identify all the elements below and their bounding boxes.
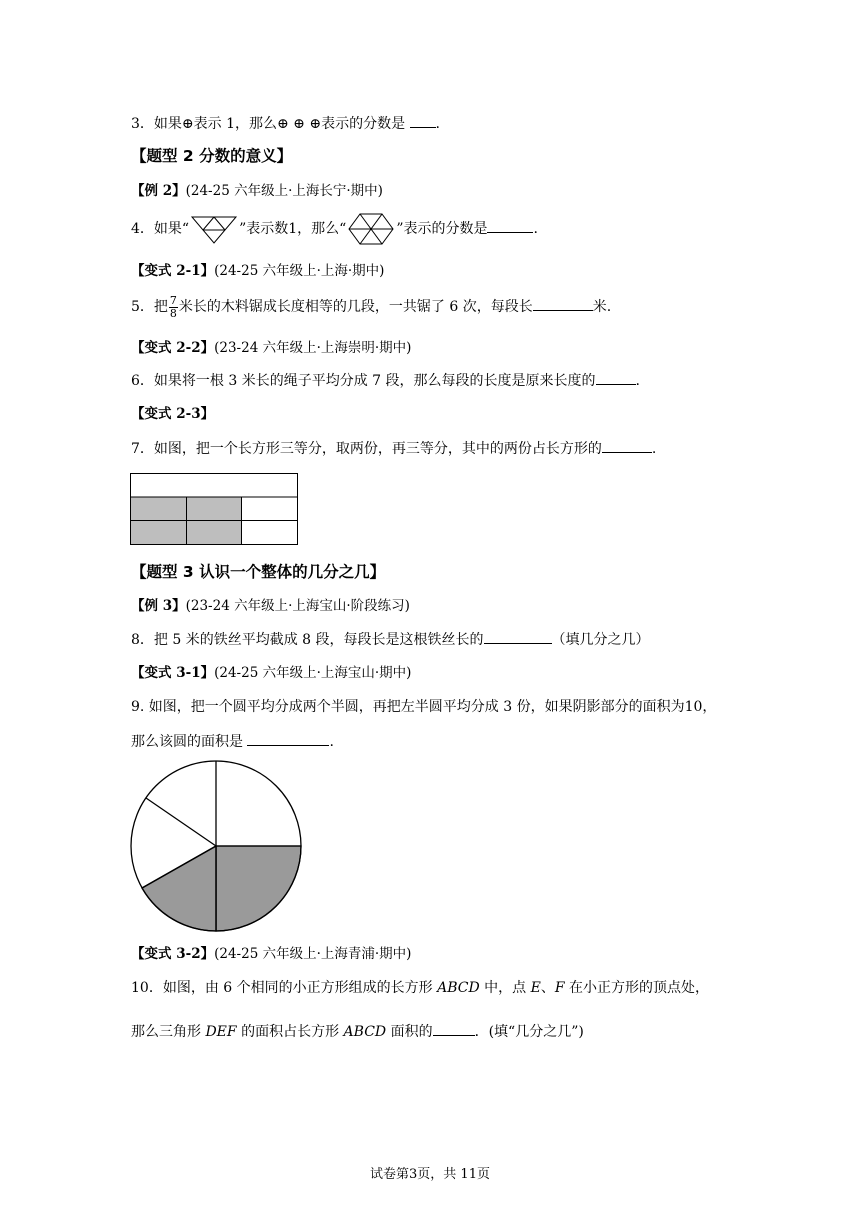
source-note: (24-25 六年级上·上海·期中) [214, 263, 385, 279]
q7-text-b: . [651, 441, 657, 457]
q10-text: 的面积占长方形 [236, 1024, 344, 1040]
source-note: (24-25 六年级上·上海长宁·期中) [185, 183, 383, 199]
fraction [169, 295, 178, 320]
variant-tag: 【变式 2-2】 [131, 340, 215, 356]
variant-2-1-label [131, 261, 384, 281]
q10-text: 中，点 [479, 980, 531, 996]
source-note: (24-25 六年级上·上海宝山·期中) [214, 665, 412, 681]
example-3-label [131, 596, 410, 616]
example-tag: 【例 2】 [131, 183, 186, 199]
answer-blank [410, 113, 436, 128]
q5-text-c: 米. [592, 299, 612, 315]
point-label: F [554, 980, 565, 996]
rect-label: ABCD [343, 1024, 387, 1040]
question-8 [131, 629, 650, 650]
q10-text: 面积的 [386, 1024, 433, 1040]
q5-text-a: 5．把 [131, 299, 168, 315]
variant-3-2-label [131, 944, 411, 964]
q10-text: 那么三角形 [131, 1024, 206, 1040]
q10-text: 在小正方形的顶点处， [564, 980, 709, 996]
triangle-figure-icon [189, 214, 239, 244]
question-10-line-1 [131, 978, 709, 998]
q4-text-c: ”表示的分数是 [396, 221, 488, 237]
answer-blank [602, 438, 652, 453]
fraction-denominator: 8 [169, 306, 177, 320]
source-note: (23-24 六年级上·上海宝山·阶段练习) [185, 598, 410, 614]
q4-text-d: . [533, 221, 538, 237]
question-9-line-1: 9. 如图，把一个圆平均分成两个半圆，再把左半圆平均分成 3 份，如果阴影部分的面积为10， [131, 699, 717, 715]
q10-text: 10．如图，由 6 个相同的小正方形组成的长方形 [131, 980, 438, 996]
question-4 [131, 212, 538, 246]
answer-blank [487, 218, 533, 233]
q3-text-b: . [435, 116, 440, 132]
q6-text-a: 6．如果将一根 3 米长的绳子平均分成 7 段，那么每段的长度是原来长度的 [131, 373, 596, 389]
section-heading-type-2: 【题型 2 分数的意义】 [131, 147, 293, 165]
answer-blank [533, 296, 593, 311]
source-note: (24-25 六年级上·上海青浦·期中) [214, 946, 412, 962]
q4-text-a: 4．如果“ [131, 221, 190, 237]
example-tag: 【例 3】 [131, 598, 186, 614]
shaded-cell [131, 497, 187, 521]
section-heading-type-3: 【题型 3 认识一个整体的几分之几】 [131, 563, 386, 581]
question-6 [131, 370, 640, 391]
variant-2-3-label [131, 404, 214, 424]
triangle-label: DEF [205, 1024, 237, 1040]
q8-text-a: 8．把 5 米的铁丝平均截成 8 段，每段长是这根铁丝长的 [131, 632, 484, 648]
q9-text-a: 那么该圆的面积是 [131, 734, 248, 750]
q5-text-b: 米长的木料锯成长度相等的几段，一共锯了 6 次，每段长 [178, 299, 533, 315]
shaded-cell [187, 521, 242, 545]
variant-tag: 【变式 3-2】 [131, 946, 215, 962]
q4-text-b: ”表示数1，那么“ [239, 221, 347, 237]
answer-blank [484, 629, 552, 644]
q3-text-a: 3．如果⊕表示 1，那么⊕ ⊕ ⊕表示的分数是 [131, 116, 410, 132]
variant-tag: 【变式 2-1】 [131, 263, 215, 279]
variant-tag: 【变式 3-1】 [131, 665, 215, 681]
shaded-sector [142, 846, 216, 931]
question-5 [131, 292, 611, 322]
q9-text-b: . [329, 734, 334, 750]
shaded-quarter [216, 846, 301, 931]
answer-blank [433, 1021, 475, 1036]
q8-text-b: （填几分之几） [551, 632, 650, 648]
answer-blank [247, 731, 329, 746]
point-label: E [530, 980, 541, 996]
q7-text-a: 7．如图，把一个长方形三等分，取两份，再三等分，其中的两份占长方形的 [131, 441, 602, 457]
shaded-cell [187, 497, 242, 521]
hexagon-figure-icon [346, 212, 396, 246]
question-9-line-2 [131, 731, 334, 752]
shaded-cell [131, 521, 187, 545]
question-7 [131, 438, 656, 459]
answer-blank [596, 370, 636, 385]
question-10-line-2 [131, 1021, 584, 1042]
q6-text-b: . [635, 373, 640, 389]
fraction-numerator: 7 [169, 293, 177, 307]
q10-text: 、 [540, 980, 555, 996]
circle-figure [128, 760, 306, 932]
q10-text: ．(填“几分之几”) [474, 1024, 584, 1040]
source-note: (23-24 六年级上·上海崇明·期中) [214, 340, 412, 356]
variant-3-1-label [131, 663, 411, 683]
question-3 [131, 113, 440, 134]
rectangle-grid-figure [130, 473, 300, 547]
page-footer: 试卷第3页，共 11页 [370, 1167, 490, 1182]
variant-2-2-label [131, 338, 411, 358]
variant-tag: 【变式 2-3】 [131, 406, 215, 422]
rect-label: ABCD [437, 980, 480, 996]
example-2-label [131, 181, 383, 201]
